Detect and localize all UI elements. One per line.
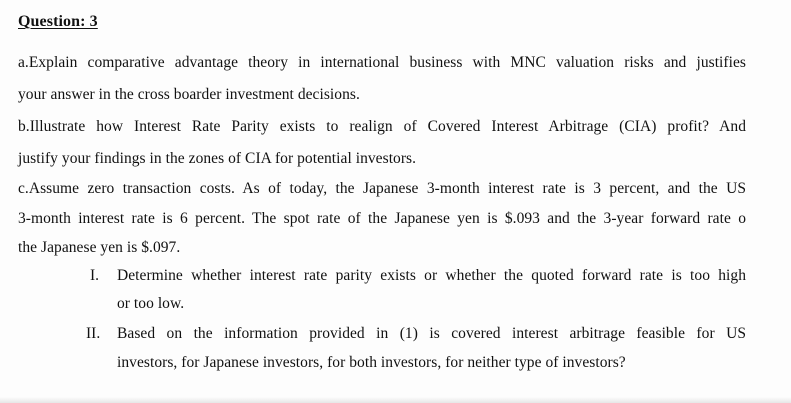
sub-item-i-line-1: Determine whether interest rate parity exists or whether the quoted forward rate is too high (117, 267, 746, 284)
sub-item-marker-i: I. (90, 267, 100, 284)
part-b-line-2: justify your findings in the zones of CIA for potential investors. (18, 150, 417, 167)
sub-item-ii-line-2: investors, for Japanese investors, for both investors, for neither type of investors? (117, 354, 626, 371)
sub-item-ii-line-1: Based on the information provided in (1) is covered interest arbitrage feasible for US (117, 325, 746, 342)
question-heading: Question: 3 (18, 13, 98, 30)
part-c-line-2: 3-month interest rate is 6 percent. The spot rate of the Japanese yen is $.093 and the 3-year forward rate o (18, 210, 746, 227)
sub-item-i-line-2: or too low. (117, 295, 185, 312)
page-bottom-edge (0, 397, 791, 403)
part-c-line-1: c.Assume zero transaction costs. As of today, the Japanese 3-month interest rate is 3 percent, and the US (18, 180, 746, 197)
part-c-line-3: the Japanese yen is $.097. (18, 239, 181, 256)
sub-item-marker-ii: II. (86, 325, 101, 342)
part-b-line-1: b.Illustrate how Interest Rate Parity exists to realign of Covered Interest Arbitrage (CIA) profit? And (18, 118, 746, 135)
part-a-line-1: a.Explain comparative advantage theory in international business with MNC valuation risks and justifies (18, 54, 746, 71)
part-a-line-2: your answer in the cross boarder investment decisions. (18, 86, 360, 103)
